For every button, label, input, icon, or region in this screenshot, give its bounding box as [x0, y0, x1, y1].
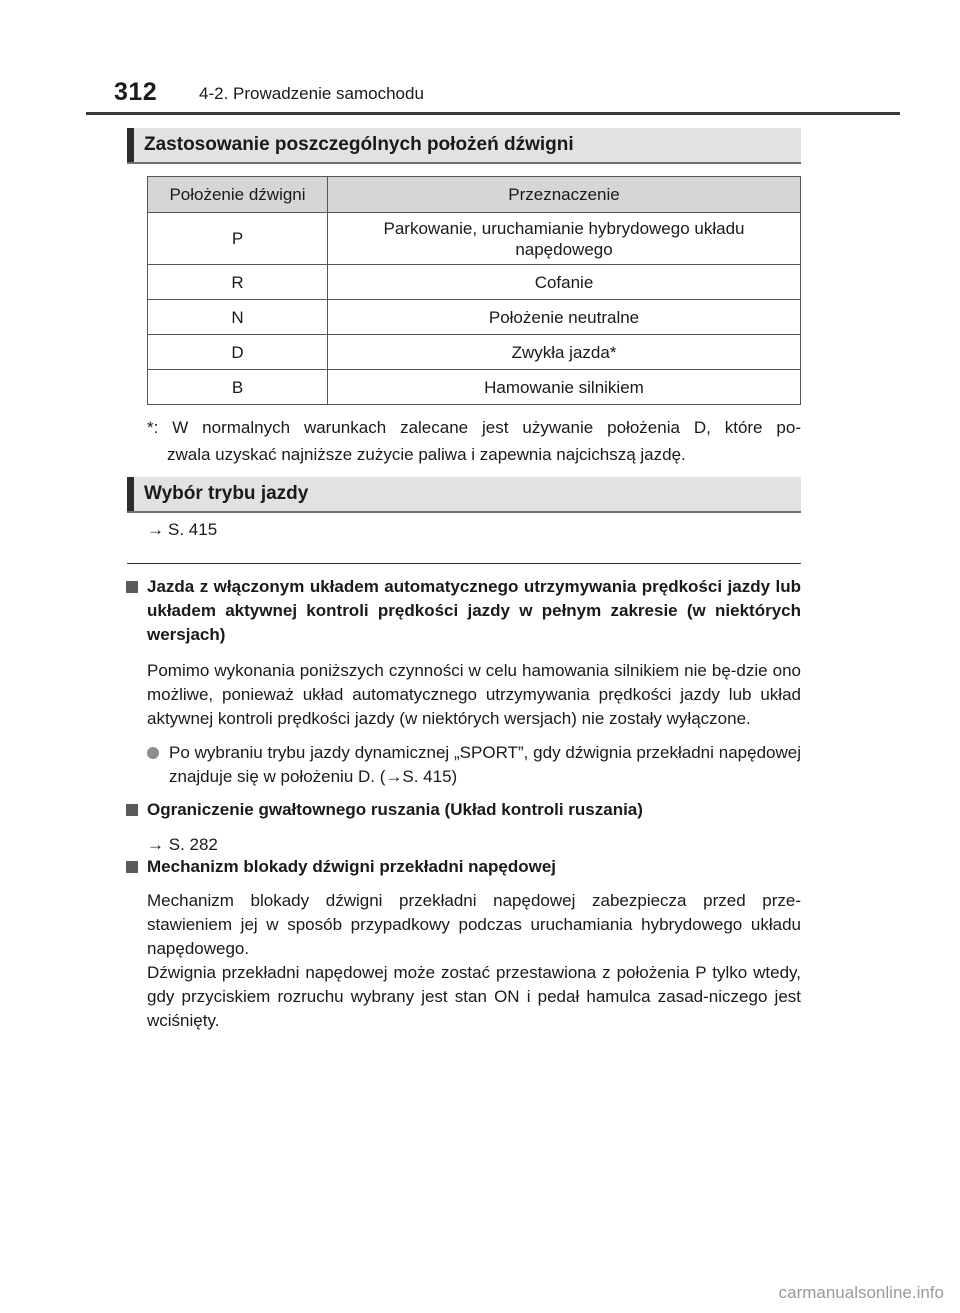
info-block-shift-lock — [126, 855, 801, 1033]
arrow-right-icon: → — [147, 835, 164, 854]
cell-purpose: Hamowanie silnikiem — [328, 370, 801, 405]
table-header-row — [148, 177, 801, 213]
column-header-purpose: Przeznaczenie — [328, 177, 801, 213]
cell-position: B — [148, 370, 328, 405]
section-marker — [127, 128, 134, 162]
table-row — [148, 335, 801, 370]
section-marker — [127, 477, 134, 511]
block-heading — [126, 855, 801, 879]
table-row — [148, 213, 801, 265]
watermark: carmanualsonline.info — [778, 1283, 944, 1302]
lever-position-table — [147, 176, 801, 405]
cell-purpose: Położenie neutralne — [328, 300, 801, 335]
cell-purpose: Parkowanie, uruchamianie hybrydowego układu napędowego — [328, 213, 801, 265]
block-heading-text: Ograniczenie gwałtownego ruszania (Układ kontroli ruszania) — [147, 800, 643, 819]
page-header — [86, 76, 900, 116]
section-heading-lever-positions — [127, 128, 801, 164]
cell-position: D — [148, 335, 328, 370]
reference-text: S. 282 — [168, 835, 218, 854]
info-block-launch-control — [126, 798, 801, 857]
cell-purpose: Cofanie — [328, 265, 801, 300]
block-heading — [126, 575, 801, 647]
footnote-line: zwala uzyskać najniższe zużycie paliwa i zapewnia najcichszą jazdę. — [167, 445, 686, 464]
table-row — [148, 300, 801, 335]
header-rule — [86, 112, 900, 115]
block-paragraph: Dźwignia przekładni napędowej może zostać przestawiona z położenia P tylko wtedy, gdy przyciskiem rozruchu wybrany jest stan ON i pedał hamulca zasad-niczego jest wciśnięty. — [147, 963, 801, 1030]
cell-position: P — [148, 213, 328, 265]
cell-purpose: Zwykła jazda* — [328, 335, 801, 370]
cell-position: R — [148, 265, 328, 300]
block-heading-text: Jazda z włączonym układem automatycznego utrzymywania prędkości jazdy lub układem aktywnej kontroli prędkości jazdy w pełnym zakresie (w niektórych wersjach) — [147, 577, 801, 644]
block-heading — [126, 798, 801, 822]
footnote-line: *: W normalnych warunkach zalecane jest używanie położenia D, które po- — [147, 418, 801, 437]
reference-text: S. 415 — [168, 520, 218, 539]
square-bullet-icon — [126, 581, 138, 593]
section-title: Wybór trybu jazdy — [144, 483, 309, 504]
square-bullet-icon — [126, 804, 138, 816]
info-block-cruise-control — [126, 575, 801, 789]
page-reference-link[interactable] — [126, 833, 801, 857]
chapter-title: 4-2. Prowadzenie samochodu — [199, 84, 424, 103]
bullet-item — [126, 741, 801, 789]
arrow-right-icon: → — [147, 520, 164, 539]
cell-position: N — [148, 300, 328, 335]
block-paragraph: Mechanizm blokady dźwigni przekładni napędowej zabezpiecza przed prze-stawieniem jej w sposób przypadkowy podczas uruchamiania hybrydowego układu napędowego. — [147, 891, 801, 958]
section-title: Zastosowanie poszczególnych położeń dźwigni — [144, 134, 574, 155]
circle-bullet-icon — [147, 747, 159, 759]
table-row — [148, 370, 801, 405]
section-heading-drive-mode — [127, 477, 801, 513]
page-number: 312 — [114, 78, 158, 106]
block-heading-text: Mechanizm blokady dźwigni przekładni napędowej — [147, 857, 557, 876]
section-divider — [127, 563, 801, 564]
page-reference-link[interactable] — [147, 520, 217, 540]
bullet-text: Po wybraniu trybu jazdy dynamicznej „SPORT”, gdy dźwignia przekładni napędowej znajduje się w położeniu D. (→S. 415) — [169, 743, 801, 786]
table-footnote — [147, 414, 801, 468]
column-header-position: Położenie dźwigni — [148, 177, 328, 213]
table-row — [148, 265, 801, 300]
block-paragraph: Pomimo wykonania poniższych czynności w celu hamowania silnikiem nie bę-dzie ono możliwe, ponieważ układ automatycznego utrzymywania prędkości jazdy lub układ aktywnej kontroli prędkości jazdy (w niektórych wersjach) nie zostały wyłączone. — [147, 661, 801, 728]
square-bullet-icon — [126, 861, 138, 873]
